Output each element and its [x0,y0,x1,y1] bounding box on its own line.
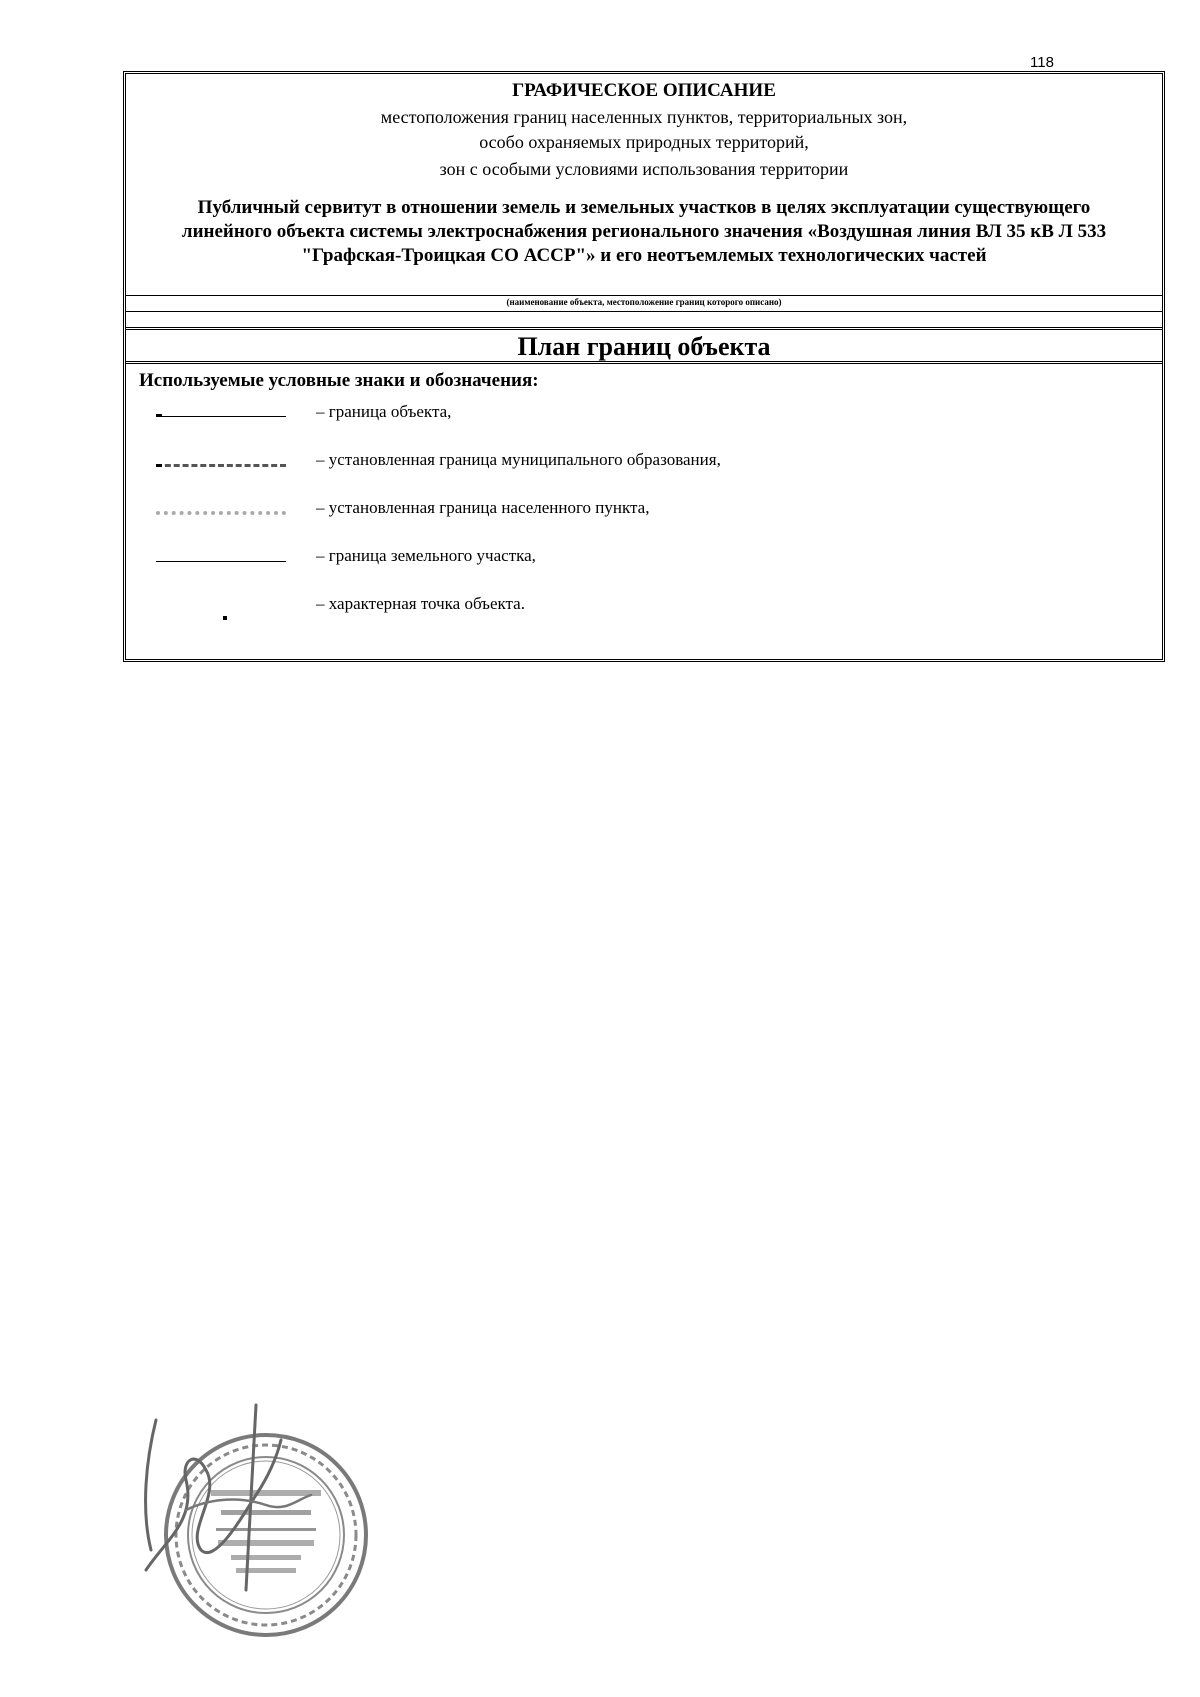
document-subtitle-line-2: особо охраняемых природных территорий, [479,132,809,152]
legend-item-object-boundary [126,402,1126,432]
description-frame [123,71,1165,662]
legend-item-settlement-boundary [126,498,1126,528]
legend-item-parcel-boundary [126,546,1126,576]
point-icon [223,616,227,620]
object-caption: (наименование объекта, местоположение границ которого описано) [506,297,782,307]
legend-item-label: – установленная граница населенного пункта, [316,498,650,517]
dashed-line-icon [156,464,286,467]
legend-item-municipal-boundary [126,450,1126,480]
page-number: 118 [1030,54,1054,71]
solid-line-icon [156,416,286,417]
legend-title: Используемые условные знаки и обозначения: [139,370,539,391]
plan-title: План границ объекта [126,330,1162,364]
dotted-line-icon [156,511,286,515]
document-subtitle-line-1: местоположения границ населенных пунктов, территориальных зон, [380,107,908,127]
object-name: Публичный сервитут в отношении земель и земельных участков в целях эксплуатации существующего линейного объекта системы электроснабжения регионального значения «Воздушная линия ВЛ 35 кВ Л 533 "Графская-Троицкая СО АССР"» и его неотъемлемых технологических частей [181,197,1107,266]
object-caption-row [126,296,1162,330]
legend [126,364,1162,659]
thin-line-icon [156,561,286,562]
document-subtitle-line-3: зон с особыми условиями использования территории [439,159,849,179]
legend-item-label: – граница земельного участка, [316,546,536,565]
legend-item-characteristic-point [126,594,1126,624]
legend-item-label: – характерная точка объекта. [316,594,525,613]
document-header [126,74,1162,296]
document-title: ГРАФИЧЕСКОЕ ОПИСАНИЕ [512,80,776,101]
legend-item-label: – граница объекта, [316,402,452,421]
legend-item-label: – установленная граница муниципального образования, [316,450,721,469]
seal-icon [126,1400,376,1650]
